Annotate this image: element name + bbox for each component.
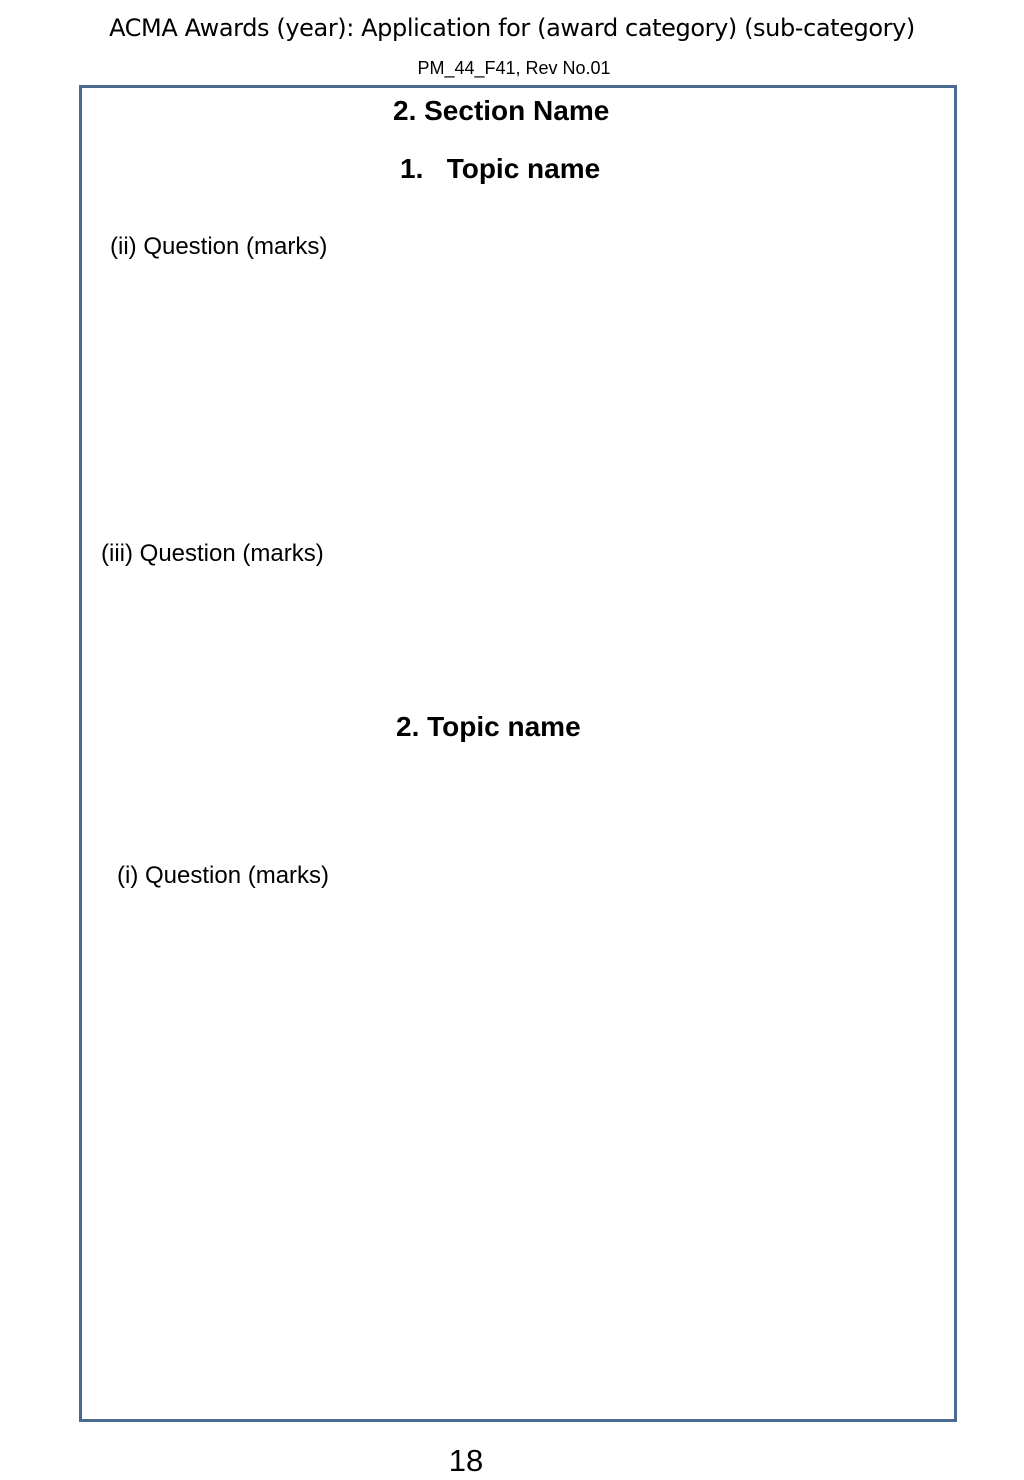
question-label: (ii) Question (marks) — [110, 233, 328, 260]
form-reference: PM_44_F41, Rev No.01 — [417, 58, 611, 78]
topic-title: 1. Topic name — [400, 153, 601, 184]
topic-title: 2. Topic name — [396, 711, 581, 742]
content-frame — [79, 85, 957, 1422]
section-title: 2. Section Name — [393, 95, 610, 126]
question-label: (i) Question (marks) — [117, 862, 330, 889]
question-label: (iii) Question (marks) — [101, 540, 324, 567]
document-title: ACMA Awards (year): Application for (award category) (sub-category) — [109, 14, 915, 42]
page-number: 18 — [448, 1443, 484, 1478]
